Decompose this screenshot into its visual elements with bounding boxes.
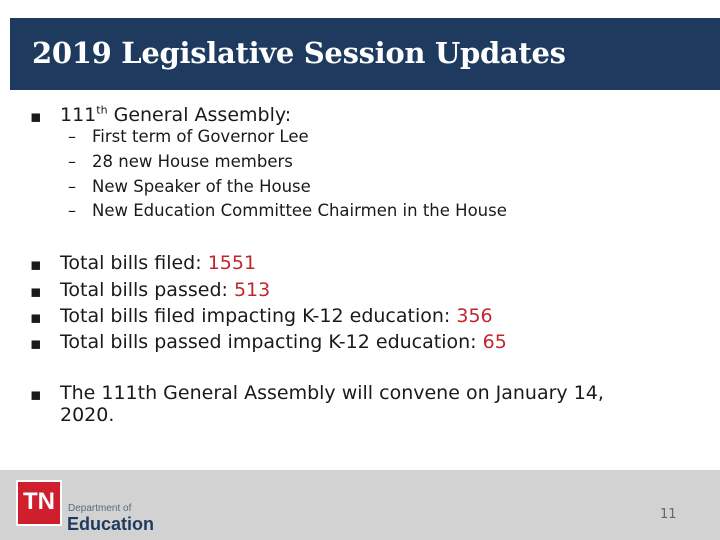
- stat-bills-filed: [60, 254, 256, 273]
- stat-label: Total bills filed impacting K-12 education:: [60, 305, 457, 327]
- stat-bills-passed: [60, 281, 270, 300]
- tn-logo-text: TN: [23, 488, 55, 515]
- assembly-item: New Speaker of the House: [92, 177, 311, 196]
- assembly-item: New Education Committee Chairmen in the House: [92, 201, 507, 220]
- assembly-heading-number: 111: [60, 104, 97, 126]
- slide-title: 2019 Legislative Session Updates: [32, 36, 566, 70]
- stat-label: Total bills passed:: [60, 279, 234, 301]
- assembly-heading: [60, 103, 292, 126]
- stat-k12-passed: [60, 333, 507, 352]
- title-bar: [10, 18, 720, 90]
- tn-logo: [16, 480, 62, 526]
- dash-icon: –: [68, 177, 76, 196]
- stat-value: 1551: [207, 252, 257, 274]
- bullet-square-icon: ▪: [30, 255, 42, 275]
- bullet-square-icon: ▪: [30, 282, 42, 302]
- department-of-label: Department of: [68, 503, 132, 514]
- assembly-item: First term of Governor Lee: [92, 127, 309, 146]
- stat-value: 513: [233, 279, 271, 301]
- bullet-square-icon: ▪: [30, 107, 42, 127]
- stat-label: Total bills filed:: [60, 252, 208, 274]
- convene-line-2: 2020.: [60, 404, 115, 426]
- stat-value: 65: [482, 331, 507, 353]
- bullet-square-icon: ▪: [30, 385, 42, 405]
- assembly-item: 28 new House members: [92, 152, 293, 171]
- page-number: 11: [660, 507, 677, 522]
- dash-icon: –: [68, 201, 76, 220]
- bullet-square-icon: ▪: [30, 308, 42, 328]
- assembly-heading-text: General Assembly:: [107, 104, 292, 126]
- dash-icon: –: [68, 152, 76, 171]
- stat-label: Total bills passed impacting K-12 education:: [60, 331, 483, 353]
- assembly-heading-suffix: th: [96, 103, 108, 117]
- stat-value: 356: [456, 305, 493, 327]
- convene-line-1: The 111th General Assembly will convene on January 14,: [60, 382, 604, 404]
- education-label: Education: [67, 514, 155, 534]
- dash-icon: –: [68, 127, 76, 146]
- stat-k12-filed: [60, 307, 493, 326]
- bullet-square-icon: ▪: [30, 334, 42, 354]
